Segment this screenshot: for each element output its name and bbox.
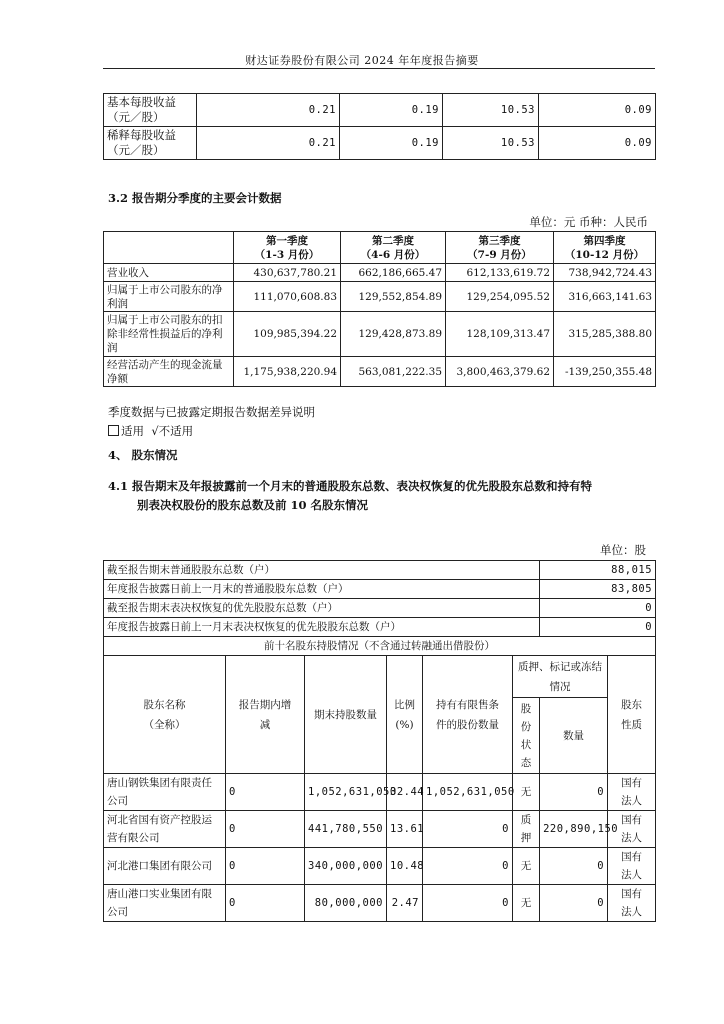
cell-value: 109,985,394.22 [234,312,341,357]
quarterly-table [103,231,656,387]
page-header: 财达证券股份有限公司 2024 年年度报告摘要 [245,54,479,67]
table-row [104,264,656,282]
cell-value: 129,254,095.52 [446,282,554,312]
holder-change: 0 [226,811,305,848]
holder-name: 唐山港口实业集团有限 公司 [104,885,226,922]
quarterly-unit: 单位：元 币种：人民币 [529,215,648,229]
holder-nature: 国有 法人 [608,885,656,922]
holder-change: 0 [226,885,305,922]
holder-nature: 国有 法人 [608,848,656,885]
holder-quantity: 0 [540,848,608,885]
col-header-ratio: 比例 (%) [387,656,423,774]
cell-value: 129,552,854.89 [341,282,446,312]
checkbox-icon [108,425,119,436]
cell-value: 315,285,388.80 [554,312,656,357]
holder-ratio: 10.48 [387,848,423,885]
cell-value: 3,800,463,379.62 [446,357,554,387]
summary-label: 年度报告披露日前上一月末表决权恢复的优先股股东总数（户） [104,618,540,637]
table-row [104,561,656,580]
holder-held: 441,780,550 [305,811,387,848]
section-4-title: 4、 股东情况 [108,448,178,462]
cell-value: 316,663,141.63 [554,282,656,312]
row-label: 营业收入 [104,264,234,282]
holder-restricted: 0 [423,848,513,885]
eps-label: 基本每股收益 （元／股） [104,94,197,127]
holder-name: 河北省国有资产控股运 营有限公司 [104,811,226,848]
holder-quantity: 0 [540,885,608,922]
summary-value: 88,015 [540,561,656,580]
eps-value: 0.21 [197,127,340,160]
cell-value: 111,070,608.83 [234,282,341,312]
cell-value: -139,250,355.48 [554,357,656,387]
holder-status: 无 [513,885,540,922]
holder-name: 河北港口集团有限公司 [104,848,226,885]
eps-value: 0.19 [340,127,443,160]
holder-held: 340,000,000 [305,848,387,885]
quarterly-note: 季度数据与已披露定期报告数据差异说明 [108,405,315,419]
col-header-held: 期末持股数量 [305,656,387,774]
cell-value: 662,186,665.47 [341,264,446,282]
eps-value: 0.09 [539,94,656,127]
col-header: 第二季度 （4-6 月份） [341,232,446,264]
table-row [104,282,656,312]
applicability-options [108,423,193,439]
header-divider [103,68,655,69]
table-row [104,885,656,922]
table-row [104,637,656,656]
row-label: 归属于上市公司股东的净利润 [104,282,234,312]
eps-label: 稀释每股收益 （元／股） [104,127,197,160]
section-3-2-title: 3.2 报告期分季度的主要会计数据 [108,191,282,205]
holder-status: 无 [513,848,540,885]
cell-value: 563,081,222.35 [341,357,446,387]
holder-restricted: 1,052,631,050 [423,774,513,811]
col-header: 第四季度 （10-12 月份） [554,232,656,264]
eps-value: 10.53 [443,94,539,127]
holder-nature: 国有 法人 [608,774,656,811]
section-4-1-title-line2: 别表决权股份的股东总数及前 10 名股东情况 [137,498,369,512]
col-header-status: 股 份 状 态 [513,698,540,774]
holder-restricted: 0 [423,885,513,922]
eps-value: 0.19 [340,94,443,127]
summary-label: 截至报告期末普通股股东总数（户） [104,561,540,580]
shareholder-table [103,560,656,922]
option-applicable: 适用 [121,424,144,438]
col-header: 第三季度 （7-9 月份） [446,232,554,264]
holder-held: 80,000,000 [305,885,387,922]
table-row [104,774,656,811]
eps-table [103,93,656,160]
holder-quantity: 0 [540,774,608,811]
shareholder-unit: 单位：股 [600,543,646,557]
col-header: 第一季度 （1-3 月份） [234,232,341,264]
section-4-1-title-line1: 4.1 报告期末及年报披露前一个月末的普通股股东总数、表决权恢复的优先股股东总数和持有特 [108,479,593,493]
eps-value: 0.09 [539,127,656,160]
table-row [104,618,656,637]
cell-value: 128,109,313.47 [446,312,554,357]
header-blank [104,232,234,264]
holder-ratio: 32.44 [387,774,423,811]
holder-ratio: 2.47 [387,885,423,922]
cell-value: 738,942,724.43 [554,264,656,282]
summary-value: 0 [540,599,656,618]
col-header-restricted: 持有有限售条 件的股份数量 [423,656,513,774]
col-header-change: 报告期内增 减 [226,656,305,774]
holder-status: 质 押 [513,811,540,848]
holder-held: 1,052,631,050 [305,774,387,811]
option-not-applicable: √不适用 [151,424,194,438]
table-row [104,811,656,848]
holder-change: 0 [226,848,305,885]
table-row [104,848,656,885]
col-header-nature: 股东 性质 [608,656,656,774]
table-row [104,357,656,387]
eps-value: 10.53 [443,127,539,160]
summary-label: 截至报告期末表决权恢复的优先股股东总数（户） [104,599,540,618]
cell-value: 1,175,938,220.94 [234,357,341,387]
holder-status: 无 [513,774,540,811]
table-header-row [104,656,656,698]
cell-value: 612,133,619.72 [446,264,554,282]
cell-value: 430,637,780.21 [234,264,341,282]
summary-value: 0 [540,618,656,637]
holder-quantity: 220,890,150 [540,811,608,848]
table-row [104,599,656,618]
col-header-quantity: 数量 [540,698,608,774]
summary-label: 年度报告披露日前上一月末的普通股股东总数（户） [104,580,540,599]
summary-value: 83,805 [540,580,656,599]
holder-ratio: 13.61 [387,811,423,848]
holder-restricted: 0 [423,811,513,848]
top10-title: 前十名股东持股情况（不含通过转融通出借股份） [104,637,656,656]
table-row [104,312,656,357]
row-label: 经营活动产生的现金流量净额 [104,357,234,387]
holder-change: 0 [226,774,305,811]
table-row [104,580,656,599]
table-row [104,127,656,160]
table-row [104,94,656,127]
eps-value: 0.21 [197,94,340,127]
holder-name: 唐山钢铁集团有限责任 公司 [104,774,226,811]
table-header-row [104,232,656,264]
col-header-name: 股东名称 （全称） [104,656,226,774]
cell-value: 129,428,873.89 [341,312,446,357]
holder-nature: 国有 法人 [608,811,656,848]
col-header-pledge-group: 质押、标记或冻结 情况 [513,656,608,698]
row-label: 归属于上市公司股东的扣除非经常性损益后的净利润 [104,312,234,357]
